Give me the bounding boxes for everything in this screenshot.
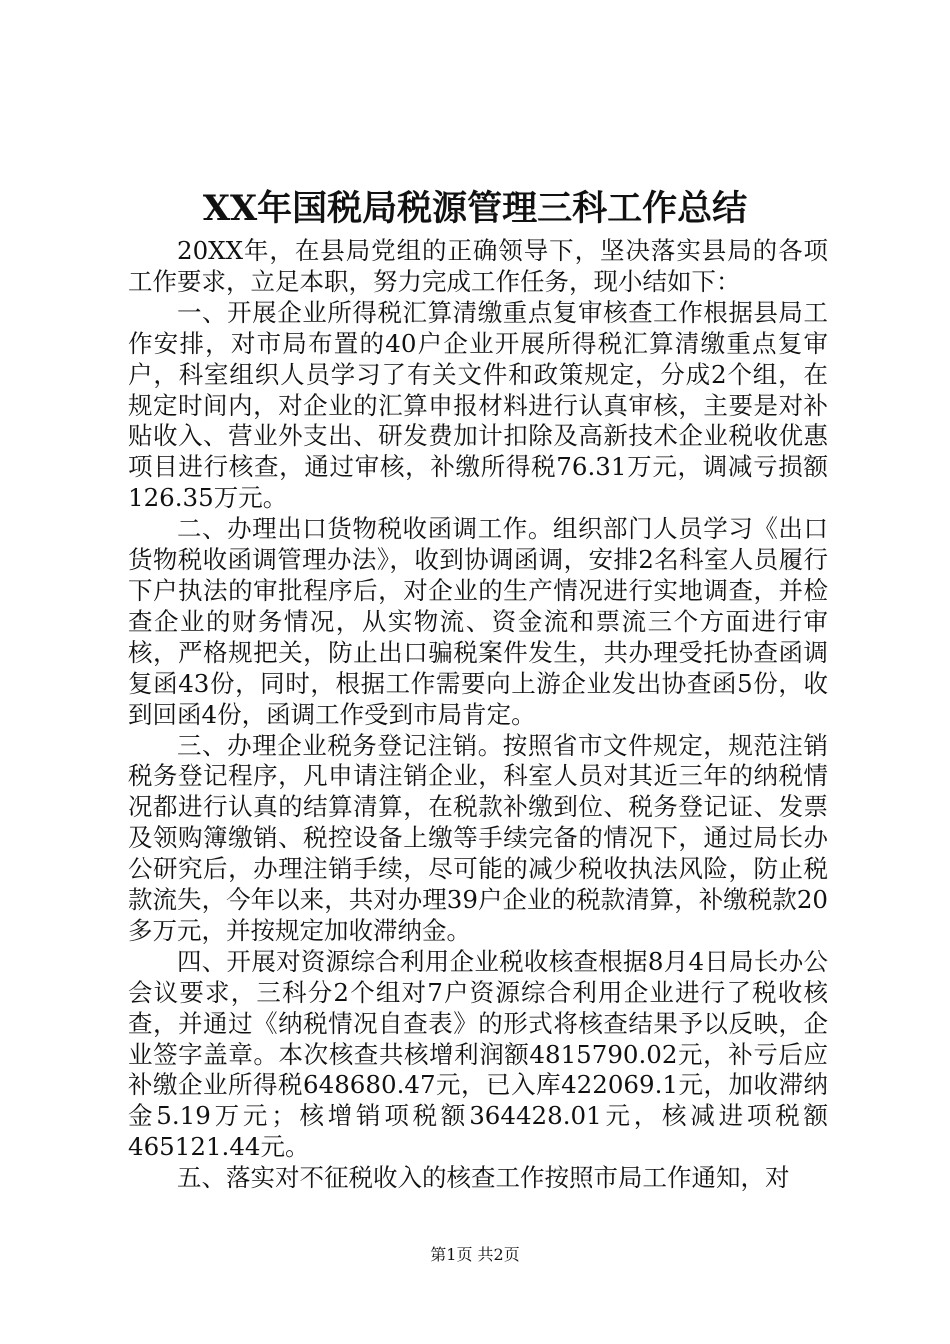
paragraph-section-1: 一、开展企业所得税汇算清缴重点复审核查工作根据县局工作安排，对市局布置的40户企业开展所得税汇算清缴重点复审户，科室组织人员学习了有关文件和政策规定，分成2个组，在规定时间内，对企业的汇算申报材料进行认真审核，主要是对补贴收入、营业外支出、研发费加计扣除及高新技术企业税收优惠项目进行核查，通过审核，补缴所得税76.31万元，调减亏损额126.35万元。 (128, 297, 828, 513)
paragraph-section-5: 五、落实对不征税收入的核查工作按照市局工作通知，对 (177, 1163, 790, 1193)
paragraph-section-4: 四、开展对资源综合利用企业税收核查根据8月4日局长办公会议要求，三科分2个组对7户资源综合利用企业进行了税收核查，并通过《纳税情况自查表》的形式将核查结果予以反映，企业签字盖章。本次核查共核增利润额4815790.02元，补亏后应补缴企业所得税648680.47元，已入库422069.1元，加收滞纳金5.19万元；核增销项税额364428.01元，核减进项税额465121.44元。 (128, 946, 828, 1162)
page-number-footer: 第1页 共2页 (430, 1245, 520, 1264)
paragraph-intro: 20XX年，在县局党组的正确领导下，坚决落实县局的各项工作要求，立足本职，努力完成工作任务，现小结如下： (128, 236, 828, 296)
paragraph-section-2: 二、办理出口货物税收函调工作。组织部门人员学习《出口货物税收函调管理办法》，收到协调函调，安排2名科室人员履行下户执法的审批程序后，对企业的生产情况进行实地调查，并检查企业的财务情况，从实物流、资金流和票流三个方面进行审核，严格规把关，防止出口骗税案件发生，共办理受托协查函调复函43份，同时，根据工作需要向上游企业发出协查函5份，收到回函4份，函调工作受到市局肯定。 (128, 514, 828, 729)
document-body (128, 236, 828, 1194)
document-title: XX年国税局税源管理三科工作总结 (202, 188, 748, 229)
paragraph-section-3: 三、办理企业税务登记注销。按照省市文件规定，规范注销税务登记程序，凡申请注销企业，科室人员对其近三年的纳税情况都进行认真的结算清算，在税款补缴到位、税务登记证、发票及领购簿缴销、税控设备上缴等手续完备的情况下，通过局长办公研究后，办理注销手续，尽可能的减少税收执法风险，防止税款流失，今年以来，共对办理39户企业的税款清算，补缴税款20多万元，并按规定加收滞纳金。 (128, 730, 828, 945)
